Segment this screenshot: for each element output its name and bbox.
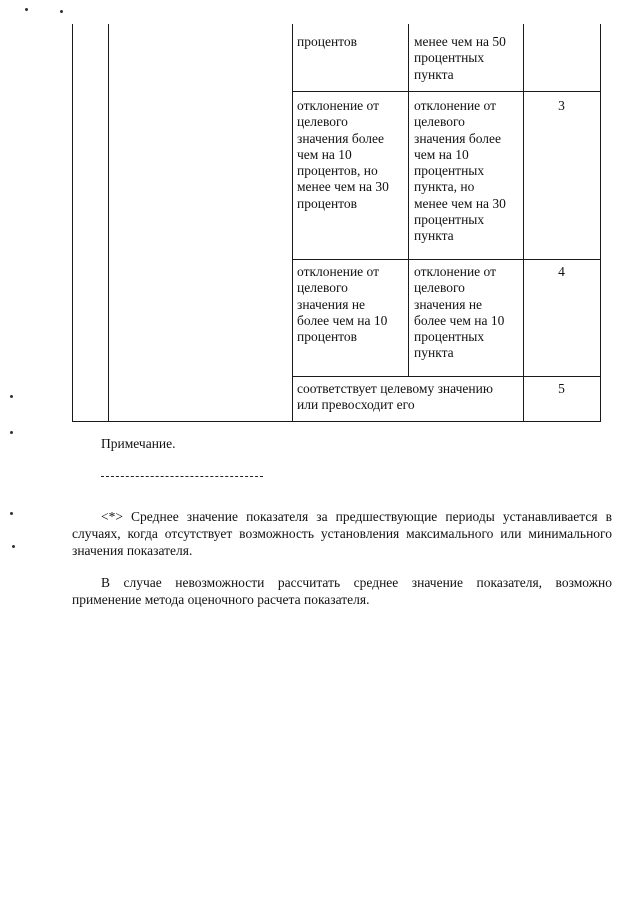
table-cell-deviation: отклонение от целевого значения не более чем на 10 процентных пункта — [414, 264, 505, 361]
table-cell-merged-criterion: соответствует целевому значению или превосходит его — [297, 381, 493, 413]
table-cell-score: 4 — [558, 264, 565, 279]
criteria-table — [72, 24, 601, 422]
footnote-paragraph: <*> Среднее значение показателя за предшествующие периоды устанавливается в случаях, когда отсутствует возможность установления максимального или минимального значения показателя. — [72, 509, 612, 558]
table-cell-criterion: отклонение от целевого значения не более чем на 10 процентов — [297, 264, 388, 345]
table-column-divider — [408, 24, 409, 376]
scan-speck — [25, 8, 28, 11]
table-cell-score: 5 — [558, 381, 565, 396]
table-row-divider — [292, 91, 601, 92]
table-border-right — [600, 24, 601, 422]
table-column-divider — [108, 24, 109, 422]
estimation-paragraph: В случае невозможности рассчитать среднее значение показателя, возможно применение метода оценочного расчета показателя. — [72, 575, 612, 607]
table-cell-criterion: отклонение от целевого значения более чем на 10 процентов, но менее чем на 30 процентов — [297, 98, 389, 211]
scan-speck — [12, 545, 15, 548]
scan-speck — [10, 431, 13, 434]
note-separator — [101, 476, 263, 477]
table-row-divider — [292, 376, 601, 377]
table-cell-deviation: отклонение от целевого значения более чем на 10 процентных пункта, но менее чем на 30 процентных пункта — [414, 98, 506, 244]
table-cell-score: 3 — [558, 98, 565, 113]
table-border-left — [72, 24, 73, 422]
table-cell-criterion: процентов — [297, 34, 358, 49]
scan-speck — [10, 512, 13, 515]
note-heading: Примечание. — [101, 436, 176, 451]
scan-speck — [60, 10, 63, 13]
table-cell-deviation: менее чем на 50 процентных пункта — [414, 34, 506, 82]
scan-speck — [10, 395, 13, 398]
table-column-divider — [523, 24, 524, 422]
table-border-bottom — [72, 421, 601, 422]
table-row-divider — [292, 259, 601, 260]
table-column-divider — [292, 24, 293, 422]
